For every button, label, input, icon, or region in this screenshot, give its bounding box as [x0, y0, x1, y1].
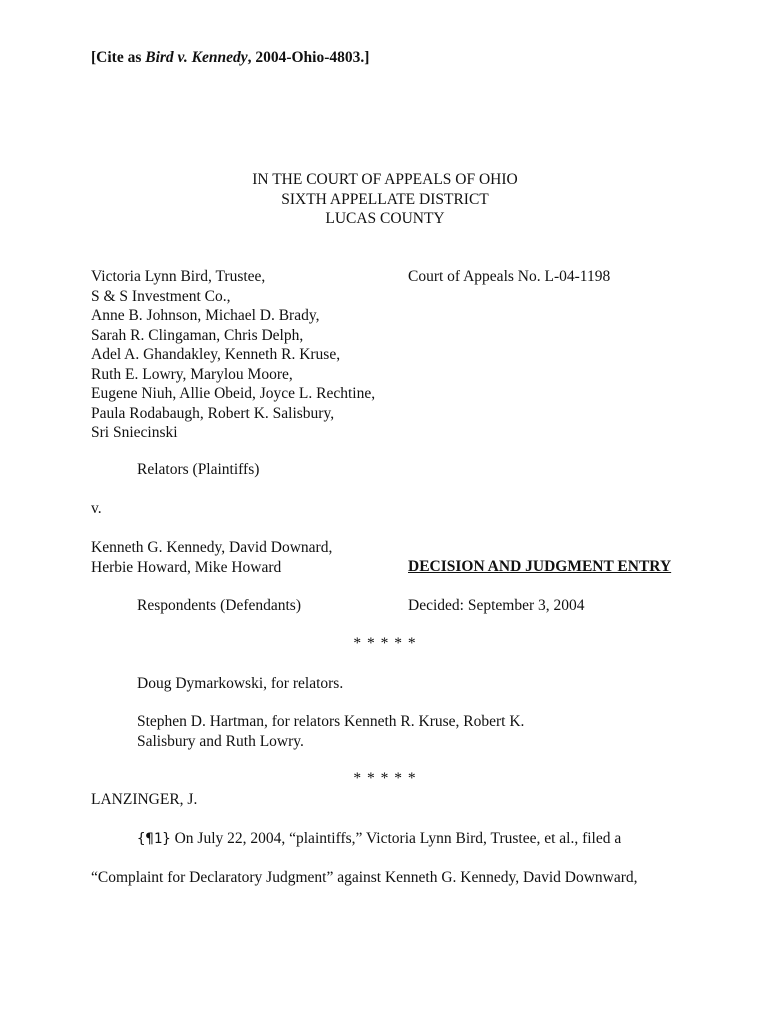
decision-title: DECISION AND JUDGMENT ENTRY: [408, 558, 672, 575]
paragraph-1-continued: “Complaint for Declaratory Judgment” against Kenneth G. Kennedy, David Downward,: [91, 869, 638, 886]
respondents-label: Respondents (Defendants): [137, 597, 301, 614]
decided-date: Decided: September 3, 2004: [408, 597, 585, 614]
paragraph-1: [137, 829, 621, 850]
counsel-relators-second: [137, 712, 524, 751]
relators-label: Relators (Plaintiffs): [137, 461, 260, 478]
relator-line: Ruth E. Lowry, Marylou Moore,: [91, 365, 293, 383]
court-name: IN THE COURT OF APPEALS OF OHIO: [252, 171, 518, 188]
judge-name: LANZINGER, J.: [91, 791, 198, 808]
paragraph-mark: {¶1}: [137, 831, 171, 847]
counsel-line: Salisbury and Ruth Lowry.: [137, 732, 304, 750]
relator-line: S & S Investment Co.,: [91, 287, 231, 305]
separator-bottom: * * * * *: [353, 770, 417, 787]
relator-line: Anne B. Johnson, Michael D. Brady,: [91, 307, 320, 324]
relator-line: Sri Sniecinski: [91, 424, 178, 441]
counsel-relators: Doug Dymarkowski, for relators.: [137, 675, 344, 692]
versus-label: v.: [91, 500, 102, 517]
court-county: LUCAS COUNTY: [325, 210, 445, 227]
court-district: SIXTH APPELLATE DISTRICT: [281, 190, 489, 208]
counsel-line: Stephen D. Hartman, for relators Kenneth R. Kruse, Robert K.: [137, 713, 525, 730]
respondent-line: Kenneth G. Kennedy, David Downard,: [91, 539, 333, 556]
relators-list: [91, 267, 375, 443]
citation-case-name: Bird v. Kennedy: [145, 49, 248, 66]
respondents-list: [91, 538, 332, 577]
relator-line: Adel A. Ghandakley, Kenneth R. Kruse,: [91, 346, 341, 363]
citation-line: [91, 48, 369, 68]
court-heading: [0, 170, 770, 229]
respondent-line: Herbie Howard, Mike Howard: [91, 558, 282, 576]
citation-suffix: , 2004-Ohio-4803.]: [247, 49, 370, 66]
relator-line: Sarah R. Clingaman, Chris Delph,: [91, 326, 304, 344]
relator-line: Eugene Niuh, Allie Obeid, Joyce L. Rechtine,: [91, 385, 376, 402]
citation-prefix: [Cite as: [91, 49, 146, 66]
separator-top: * * * * *: [353, 635, 417, 652]
paragraph-1-text: On July 22, 2004, “plaintiffs,” Victoria Lynn Bird, Trustee, et al., filed a: [170, 830, 622, 847]
case-number: Court of Appeals No. L-04-1198: [408, 268, 611, 285]
relator-line: Paula Rodabaugh, Robert K. Salisbury,: [91, 404, 335, 422]
relator-line: Victoria Lynn Bird, Trustee,: [91, 268, 266, 285]
